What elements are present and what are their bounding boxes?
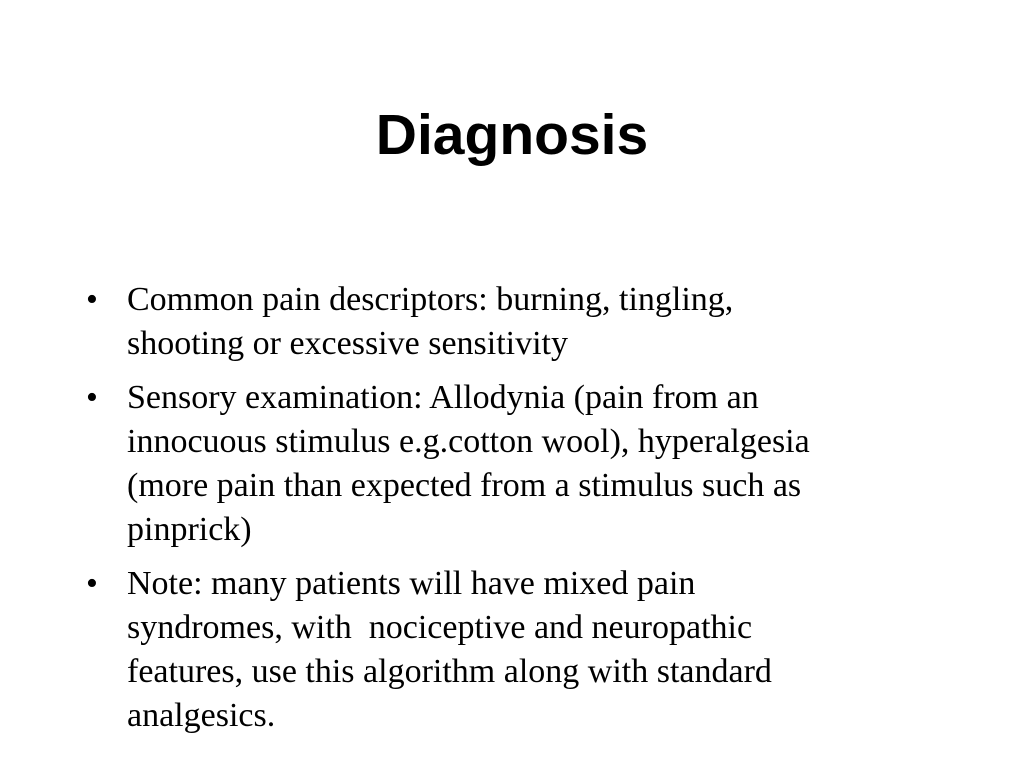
bullet-list (86, 278, 946, 748)
bullet-text: Sensory examination: Allodynia (pain from an innocuous stimulus e.g.cotton wool), hyperalgesia (more pain than expected from a stimulus such as pinprick) (127, 379, 810, 548)
slide-title: Diagnosis (375, 103, 649, 167)
bullet-item (86, 278, 946, 366)
bullet-text: Common pain descriptors: burning, tingling, shooting or excessive sensitivity (127, 281, 734, 362)
bullet-item (86, 562, 946, 738)
bullet-text: Note: many patients will have mixed pain syndromes, with nociceptive and neuropathic features, use this algorithm along with standard analgesics. (127, 565, 772, 734)
bullet-icon: • (86, 281, 98, 318)
bullet-icon: • (86, 379, 98, 416)
bullet-icon: • (86, 565, 98, 602)
bullet-item (86, 376, 946, 552)
